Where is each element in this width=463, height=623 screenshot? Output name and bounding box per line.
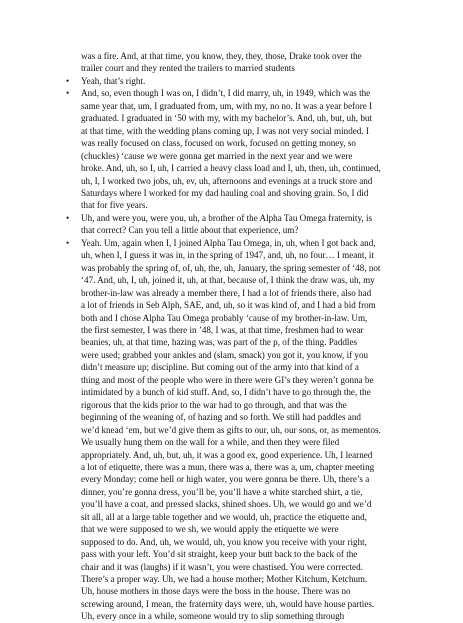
continuation-paragraph — [64, 50, 424, 75]
text-line: There’s a proper way. Uh, we had a house mother; Mother Kitchum, Ketchum. — [81, 574, 368, 585]
text-line: Saturdays where I worked for my dad hauling coal and shoving grain. So, I did — [81, 187, 369, 198]
text-line: We usually hung them on the wall for a while, and then they were filed — [81, 437, 340, 448]
bullet-icon: • — [66, 88, 70, 99]
text-line: intimidated by a bunch of kid stuff. And, so, I didn’t have to go through the, the — [81, 387, 371, 398]
text-line: uh, I, I worked two jobs, uh, ev, uh, afternoons and evenings at a truck store and — [81, 175, 373, 186]
text-line: rigorous that the kids prior to the war had to go through, and that was the — [81, 399, 347, 410]
text-line: you’ll have a coat, and pressed slacks, shined shoes. Uh, we would go and we’d — [81, 499, 372, 510]
text-line: were used; grabbed your ankles and (slam, smack) you got it, you know, if you — [81, 349, 369, 360]
text-line: Uh, every once in a while, someone would try to slip something through — [81, 611, 345, 622]
text-line: broke. And, uh, so I, uh, I carried a heavy class load and I, uh, then, uh, continued, — [81, 163, 381, 174]
text-line: graduated. I graduated in ‘50 with my, with my bachelor’s. And, uh, but, uh, but — [81, 113, 372, 124]
text-line: chair and it was (laughs) if it wasn’t, you were chastised. You were corrected. — [81, 561, 363, 572]
bulleted-paragraph — [64, 212, 424, 237]
text-line: same year that, um, I graduated from, um, with my, no no. It was a year before I — [81, 100, 373, 111]
text-line: didn’t measure up; discipline. But coming out of the army into that kind of a — [81, 362, 359, 373]
text-line: that we were supposed to we sh, we would apply the etiquette we were — [81, 524, 339, 535]
text-line: sit all, all at a large table together and we would, uh, practice the etiquette and, — [81, 511, 367, 522]
text-line: Uh, and were you, were you, uh, a brother of the Alpha Tau Omega fraternity, is — [81, 212, 373, 223]
text-line: supposed to do. And, uh, we would, uh, you know you receive with your right, — [81, 536, 367, 547]
text-line: pass with your left. You’d sit straight, keep your butt back to the back of the — [81, 549, 358, 560]
bullet-icon: • — [66, 212, 70, 223]
text-line: we’d knead ‘em, but we’d give them as gifts to our, uh, our sons, or, as mementos. — [81, 424, 381, 435]
text-line: a lot of friends in Seb Alph, SAE, and, uh, so it was kind of, and I had a bid from — [81, 300, 376, 311]
text-line: Uh, house mothers in those days were the boss in the house. There was no — [81, 586, 351, 597]
text-line: trailer court and they rented the trailers to married students — [81, 63, 295, 74]
text-line: that correct? Can you tell a little about that experience, um? — [81, 225, 299, 236]
transcript-body — [64, 50, 424, 623]
text-line: uh, when I, I guess it was in, in the spring of 1947, and, uh, no four… I meant, it — [81, 250, 374, 261]
bulleted-paragraph — [64, 237, 424, 623]
text-line: every Monday; come hell or high water, you were gonna be there. Uh, there’s a — [81, 474, 370, 485]
text-line: that for five years. — [81, 200, 148, 211]
text-line: a lot of etiquette, there was a mun, there was a, there was a, um, chapter meeting — [81, 461, 375, 472]
bulleted-paragraph — [64, 87, 424, 212]
text-line: beginning of the weaning of, of hazing and so forth. We still had paddles and — [81, 412, 361, 423]
text-line: screwing around, I mean, the fraternity days were, uh, would have house parties. — [81, 598, 375, 609]
text-line: thing and most of the people who were in there were GI’s they weren’t gonna be — [81, 374, 374, 385]
text-line: beanies, uh, at that time, hazing was, was part of the p, of the thing. Paddles — [81, 337, 358, 348]
text-line: at that time, with the wedding plans coming up, I was not very social minded. I — [81, 125, 369, 136]
text-line: (chuckles) ‘cause we were gonna get married in the next year and we were — [81, 150, 353, 161]
text-line: was really focused on class, focused on work, focused on getting money, so — [81, 138, 356, 149]
bulleted-paragraph — [64, 75, 424, 87]
text-line: the first semester, I was there in ’48, I was, at that time, freshmen had to wear — [81, 324, 364, 335]
text-line: was a fire. And, at that time, you know, they, they, those, Drake took over the — [81, 51, 362, 61]
text-line: brother-in-law was already a member there, I had a lot of friends there, also had — [81, 287, 372, 298]
bullet-icon: • — [66, 75, 70, 86]
bullet-icon: • — [66, 237, 70, 248]
text-line: was probably the spring of, of, uh, the, uh, January, the spring semester of ‘48, not — [81, 262, 381, 273]
text-line: ‘47. And, uh, I, uh, joined it, uh, at that, because of, I think the draw was, uh, my — [81, 275, 375, 286]
text-line: Yeah. Um, again when I, I joined Alpha Tau Omega, in, uh, when I got back and, — [81, 237, 376, 248]
text-line: both and I chose Alpha Tau Omega probably ‘cause of my brother-in-law. Um, — [81, 312, 368, 323]
text-line: Yeah, that’s right. — [81, 75, 146, 86]
text-line: appropriately. And, uh, but, uh, it was a good ex, good experience. Uh, I learned — [81, 449, 373, 460]
text-line: And, so, even though I was on, I didn’t, I did marry, uh, in 1949, which was the — [81, 88, 371, 99]
text-line: dinner, you’re gonna dress, you’ll be, you’ll have a white starched shirt, a tie, — [81, 486, 363, 497]
